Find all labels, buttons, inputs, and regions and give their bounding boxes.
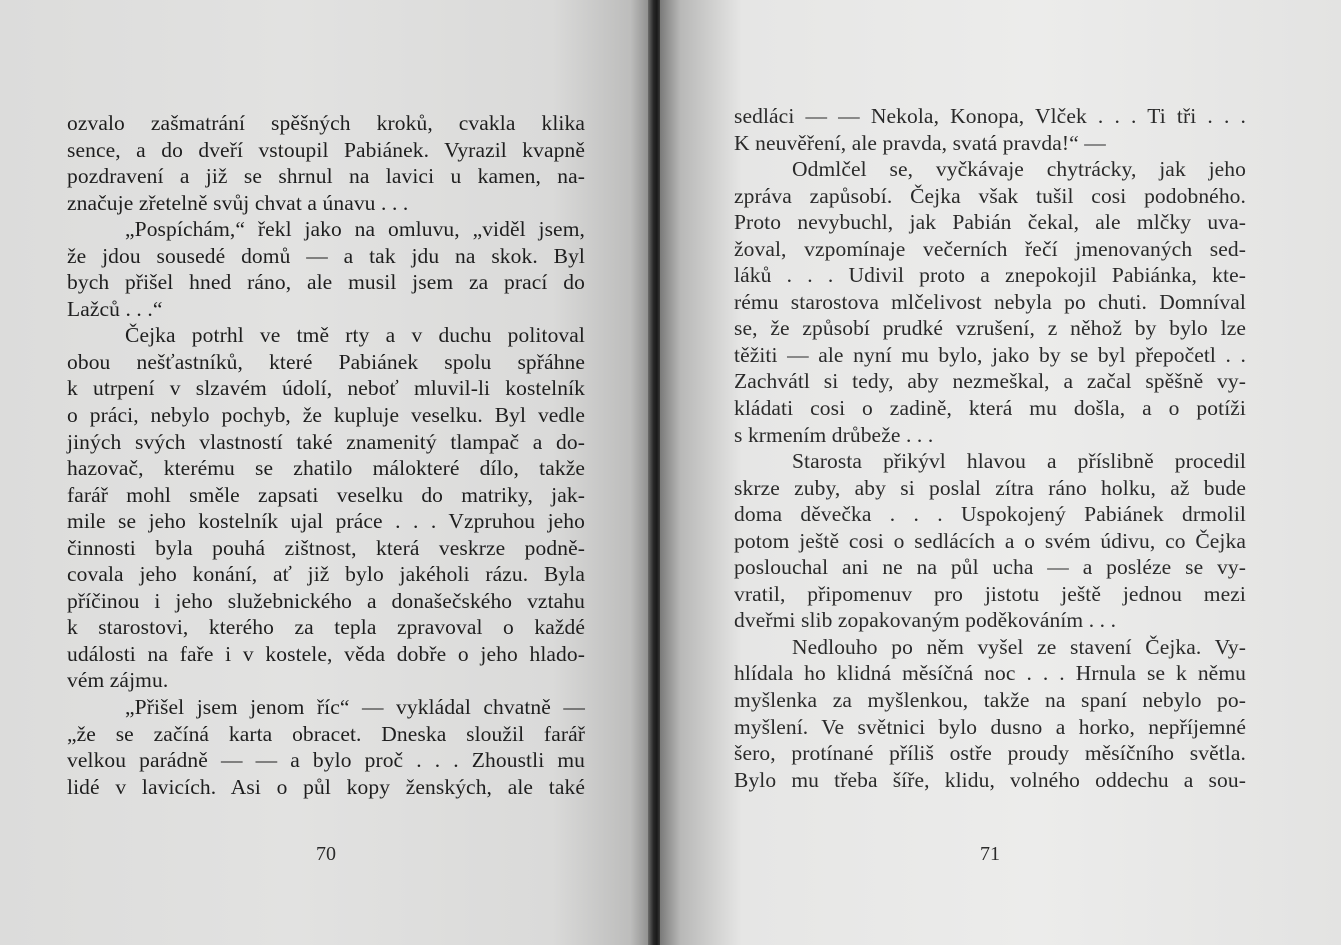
text-line: těžiti — ale nyní mu bylo, jako by se byl přepočetl . . (734, 342, 1246, 367)
text-line: covala jeho konání, ať již bylo jakéholi rázu. Byla (67, 562, 585, 587)
text-line: zpráva zapůsobí. Čejka však tušil cosi podobného. (734, 183, 1246, 208)
text-line: činnosti byla pouhá zištnost, která veskrze podně- (67, 535, 585, 560)
text-line: se, že způsobí prudké vzrušení, z něhož by bylo lze (734, 316, 1246, 341)
text-line: Lažců . . .“ (67, 296, 163, 321)
text-line: dveřmi slib zopakovaným poděkováním . . . (734, 608, 1117, 633)
text-line: pozdravení a již se shrnul na lavici u kamen, na- (67, 164, 585, 189)
text-line: myšlenka za myšlenkou, takže na spaní nebylo po- (734, 688, 1246, 713)
text-line: o práci, nebylo pochyb, že kupluje veselku. Byl vedle (67, 403, 585, 428)
text-line: značuje zřetelně svůj chvat a únavu . . . (67, 190, 409, 215)
text-line: Čejka potrhl ve tmě rty a v duchu politoval (125, 323, 585, 348)
text-line: obou nešťastníků, které Pabiánek spolu spřáhne (67, 349, 585, 374)
text-line: Nedlouho po něm vyšel ze stavení Čejka. Vy- (792, 634, 1246, 659)
text-line: velkou parádně — — a bylo proč . . . Zhoustli mu (67, 748, 585, 773)
text-line: sedláci — — Nekola, Konopa, Vlček . . . Ti tři . . . (734, 104, 1246, 128)
text-line: k starostovi, kterého za tepla zpravoval o každé (67, 615, 585, 640)
page-number: 71 (980, 843, 1000, 865)
text-line: Proto nevybuchl, jak Pabián čekal, ale mlčky uva- (734, 210, 1246, 235)
text-line: Starosta přikývl hlavou a příslibně procedil (792, 449, 1246, 474)
left-page-text (67, 110, 585, 800)
text-line: hlídala ho klidná měsíčná noc . . . Hrnula se k němu (734, 661, 1246, 686)
text-line: doma děvečka . . . Uspokojený Pabiánek drmolil (734, 502, 1246, 527)
text-line: „Pospíchám,“ řekl jako na omluvu, „viděl jsem, (125, 217, 585, 242)
text-line: šero, protínané příliš ostře proudy měsíčního světla. (734, 741, 1246, 766)
text-line: farář mohl směle zapsati veselku do matriky, jak- (67, 482, 585, 507)
text-line: jiných svých vlastností také znamenitý tlampač a do- (67, 429, 585, 454)
text-line: myšlení. Ve světnici bylo dusno a horko, nepříjemné (734, 714, 1246, 739)
text-line: kládati cosi o zadině, která mu došla, a o potíži (734, 396, 1246, 421)
text-line: láků . . . Udivil proto a znepokojil Pabiánka, kte- (734, 263, 1246, 288)
text-line: k utrpení v slzavém údolí, neboť mluvil-li kostelník (67, 376, 585, 401)
text-line: ozvalo zašmatrání spěšných kroků, cvakla klika (67, 111, 585, 135)
page-number: 70 (316, 843, 336, 865)
right-page-text (734, 103, 1246, 793)
text-line: vratil, připomenuv pro jistotu ještě jednou mezi (734, 581, 1246, 606)
text-line: příčinou i jeho služebnického a donašečského vztahu (67, 588, 585, 613)
text-line: lidé v lavicích. Asi o půl kopy ženských, ale také (67, 774, 585, 799)
text-line: bych přišel hned ráno, ale musil jsem za prací do (67, 270, 585, 295)
text-line: že jdou sousedé domů — a tak jdu na skok. Byl (67, 243, 585, 268)
text-line: hazovač, kterému se zhatilo málokteré dílo, takže (67, 456, 585, 481)
text-line: potom ještě cosi o sedlácích a o svém údivu, co Čejka (734, 528, 1246, 553)
text-line: žoval, vzpomínaje večerních řečí jmenovaných sed- (734, 236, 1246, 261)
right-page (660, 0, 1341, 945)
text-line: Bylo mu třeba šíře, klidu, volného oddechu a sou- (734, 767, 1246, 792)
text-line: mile se jeho kostelník ujal práce . . . Vzpruhou jeho (67, 509, 585, 534)
text-line: Zachvátl si tedy, aby nezmeškal, a začal spěšně vy- (734, 369, 1246, 394)
text-line: sence, a do dveří vstoupil Pabiánek. Vyrazil kvapně (67, 137, 585, 162)
text-line: události na faře i v kostele, věda dobře o jeho hlado- (67, 641, 585, 666)
text-line: „že se začíná karta obracet. Dneska sloužil farář (67, 721, 585, 746)
text-line: K neuvěření, ale pravda, svatá pravda!“ — (734, 130, 1106, 155)
text-line: s krmením drůbeže . . . (734, 422, 934, 447)
text-line: poslouchal ani ne na půl ucha — a posléze se vy- (734, 555, 1246, 580)
left-page (0, 0, 650, 945)
text-line: Odmlčel se, vyčkávaje chytrácky, jak jeho (792, 157, 1246, 182)
text-line: vém zájmu. (67, 668, 169, 693)
text-line: skrze zuby, aby si poslal zítra ráno holku, až bude (734, 475, 1246, 500)
text-line: rému starostova mlčelivost nebyla po chuti. Domníval (734, 289, 1246, 314)
text-line: „Přišel jsem jenom říc“ — vykládal chvatně — (125, 695, 585, 720)
